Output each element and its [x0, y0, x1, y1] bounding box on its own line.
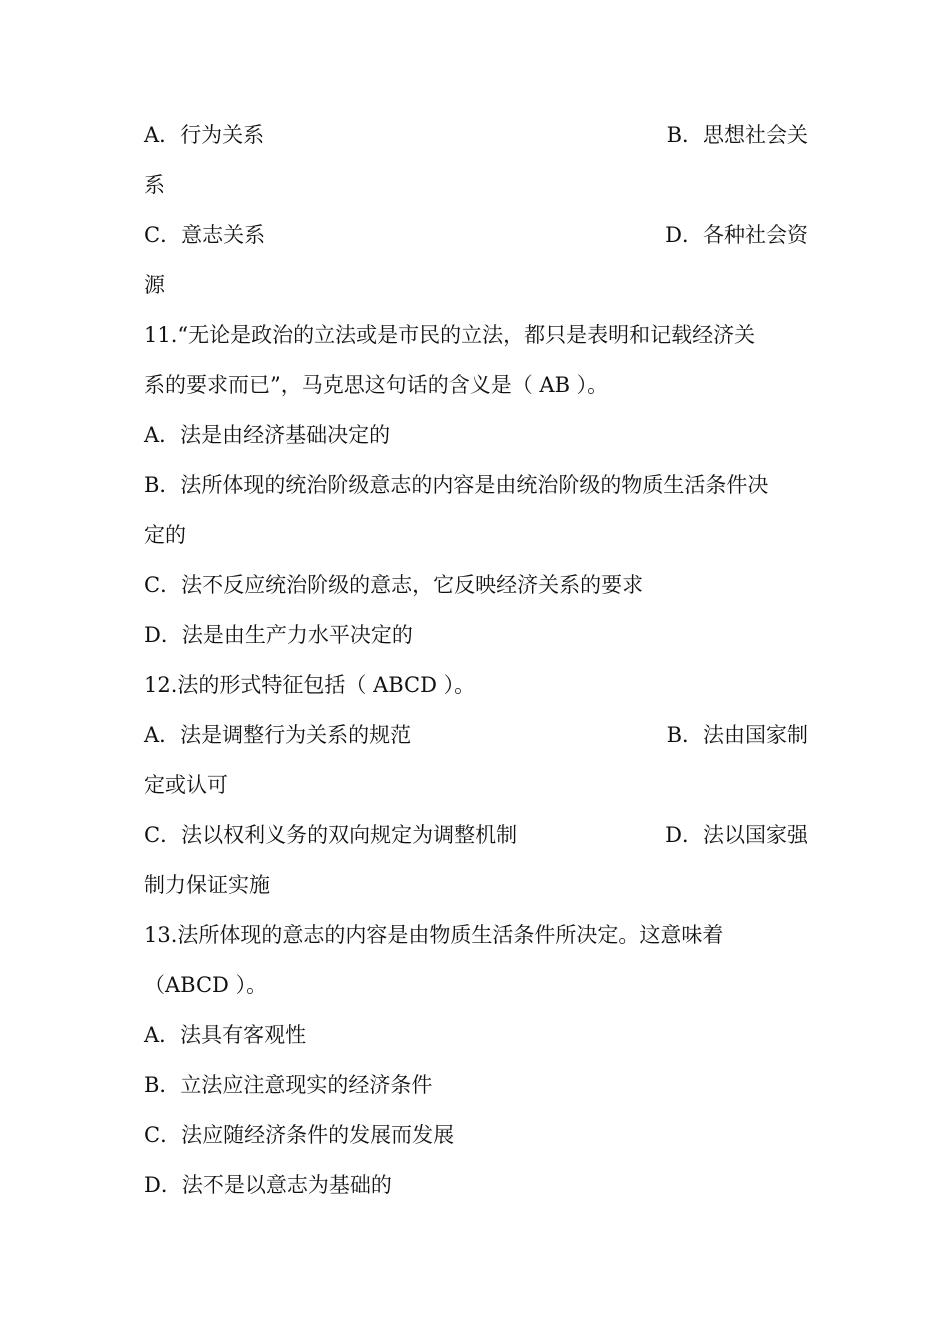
- wrap-line: 制力保证实施: [144, 873, 270, 897]
- wrap-line: 定或认可: [144, 773, 228, 797]
- question-13-text: 13.法所体现的意志的内容是由物质生活条件所决定。这意味着: [144, 923, 724, 947]
- option-c-text: C．法应随经济条件的发展而发展: [144, 1123, 455, 1147]
- option-c-text: C．意志关系: [144, 223, 266, 247]
- wrap-line: 系: [144, 173, 165, 197]
- wrap-line: 源: [144, 273, 165, 297]
- option-a-text: A．法是由经济基础决定的: [144, 423, 391, 447]
- option-row-a-b: [144, 721, 808, 749]
- option-b-text-cont: 定的: [144, 523, 186, 547]
- question-11-text: 11.“无论是政治的立法或是市民的立法，都只是表明和记载经济关: [144, 323, 756, 347]
- option-b-text: B．法由国家制: [666, 723, 808, 747]
- option-row-a-b: [144, 121, 808, 149]
- option-a-text: A．法具有客观性: [144, 1023, 307, 1047]
- option-d-text: D．各种社会资: [665, 223, 808, 247]
- option-a-text: A．行为关系: [144, 123, 265, 147]
- option-row-c-d: [144, 221, 808, 249]
- question-11-text-cont: 系的要求而已”，马克思这句话的含义是（ AB ）。: [144, 373, 609, 397]
- question-13-text-cont: （ABCD ）。: [144, 973, 268, 997]
- option-b-text: B．思想社会关: [666, 123, 808, 147]
- option-row-c-d: [144, 821, 808, 849]
- option-c-text: C．法不反应统治阶级的意志，它反映经济关系的要求: [144, 573, 644, 597]
- option-c-text: C．法以权利义务的双向规定为调整机制: [144, 823, 518, 847]
- option-a-text: A．法是调整行为关系的规范: [144, 723, 412, 747]
- question-12-text: 12.法的形式特征包括（ ABCD ）。: [144, 673, 476, 697]
- option-b-text: B．法所体现的统治阶级意志的内容是由统治阶级的物质生活条件决: [144, 473, 769, 497]
- option-b-text: B．立法应注意现实的经济条件: [144, 1073, 433, 1097]
- option-d-text: D．法是由生产力水平决定的: [144, 623, 413, 647]
- option-d-text: D．法不是以意志为基础的: [144, 1173, 392, 1197]
- option-d-text: D．法以国家强: [665, 823, 808, 847]
